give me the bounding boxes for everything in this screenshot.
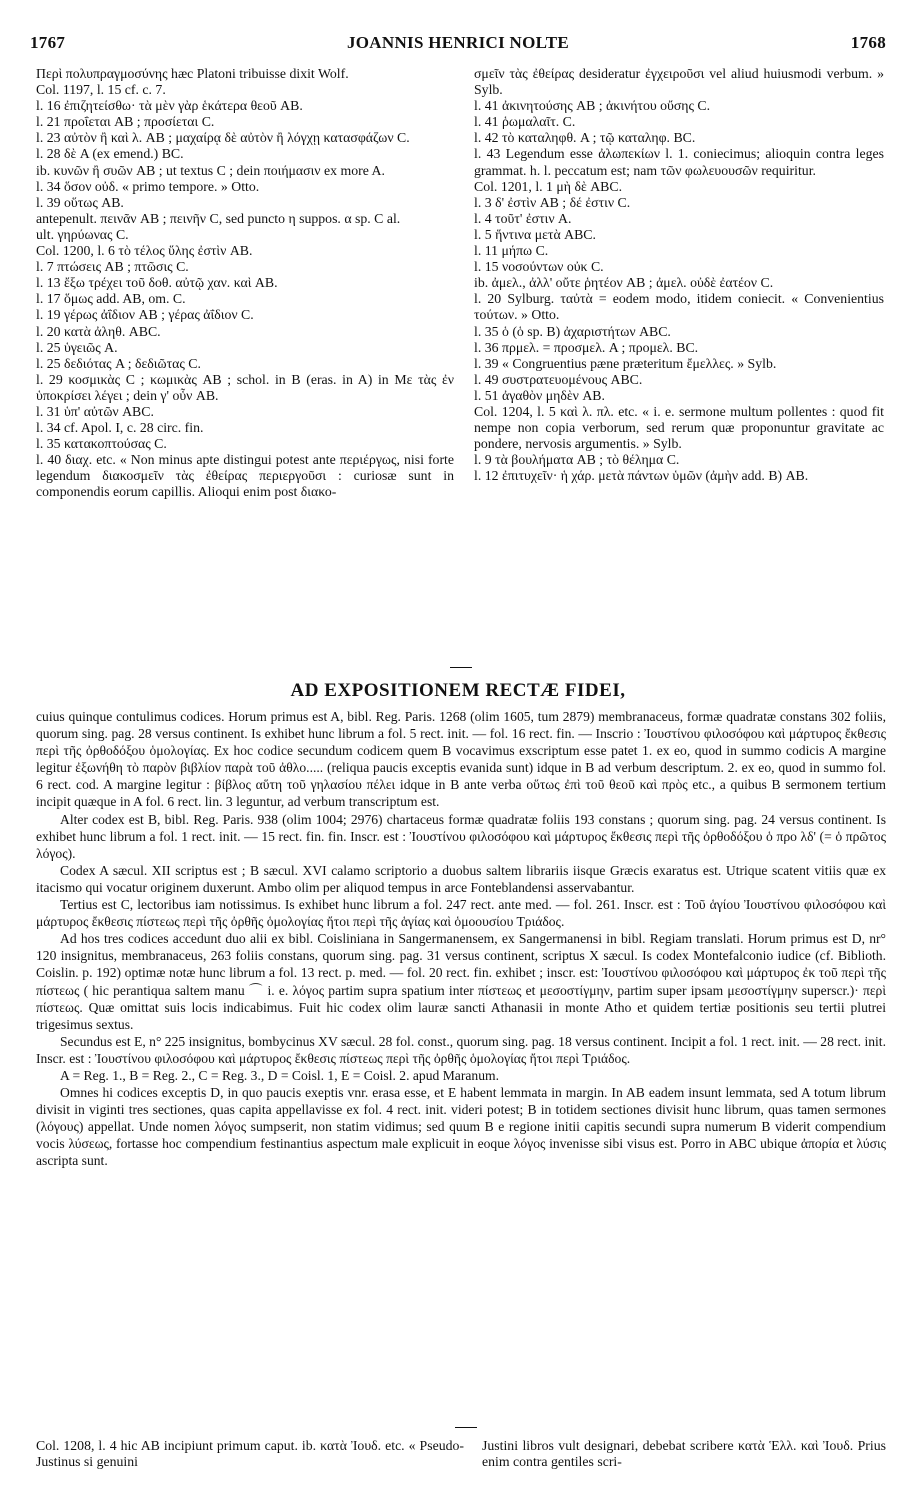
note-line: l. 7 πτώσεις AB ; πτῶσις C. — [36, 259, 189, 275]
note-line: l. 21 προΐεται AB ; προσίεται C. — [36, 114, 215, 130]
note-line: l. 41 ῥωμαλαῖτ. C. — [474, 114, 576, 130]
note-line: l. 39 « Congruentius pæne præteritum ἔμελλες. » Sylb. — [474, 355, 777, 371]
note-line: σμεῖν τὰς ἐθείρας desideratur ἐγχειροῦσι vel aliud huiusmodi verbum. » Sylb. — [474, 66, 884, 98]
running-title: JOANNIS HENRICI NOLTE — [346, 33, 569, 52]
body-paragraph: cuius quinque contulimus codices. Horum primus est A, bibl. Reg. Paris. 1268 (olim 1605, tum 2879) membranaceus, formæ quadratæ constans 302 foliis, quorum sing. pag. 28 versus continent. Is exhibet hunc librum a fol. 5 rect. init. — fol. 16 rect. fin. — Inscrio : Ἰουστίνου φιλοσόφου καὶ μάρτυρος ἔκθεσις περὶ τῆς ὀρθοδόξου ὁμολογίας. Ex hoc codice secundum codicem quem B vocavimus exscriptum esse patet 1. ex eo, quod in summo codicis A margine legitur ἐξωνήθη τὸ παρὸν βιβλίον παρὰ τοῦ ἀθλο..... (reliqua paucis exceptis evanida sunt) idque in B ad verbum descriptum. 2. ex eo, quod in summo fol. 6 rect. cod. A margine legitur : βίβλος αὕτη τοῦ γηλασίου πέλει idque in B ante verba οὕτως ἐπὶ τοῦ θεοῦ καὶ πρὸς etc., a quibus B sermonem tertium incipit quæque in A fol. 6 rect. lin. 3 leguntur, ad verbum transcriptum est. — [36, 709, 886, 810]
body-paragraph: Ad hos tres codices accedunt duo alii ex bibl. Coisliniana in Sangermanensem, ex Sangermanensi in bibl. Regiam translati. Horum primus est D, nr° 120 insignitus, membranaceus, 263 foliis constans, quorum sing. pag. 31 versus continent, scriptus X sæcul. Is codex Montefalconio iudice (cf. Biblioth. Coislin. p. 192) optimæ notæ hunc librum a fol. 13 rect. p. med. — fol. 20 rect. fin. exhibet ; inscr. est: Ἰουστίνου φιλοσόφου καὶ μάρτυρος ἐκ τοῦ περὶ τῆς πίστεως ( hic perantiqua saltem manu ⌒ i. e. λόγος partim supra spatium inter πίστεως et μεσοστίγμην, partim super ipsam μεσοστίγμην superscr.)· περὶ πίστεως. Quæ omittat suis locis indicabimus. Fuit hic codex olim lauræ sancti Athanasii in monte Atho et quidem tertiæ positionis seu tertii plutrei trigesimus sextus. — [36, 931, 886, 1032]
note-line: l. 16 ἐπιζητείσθω· τὰ μὲν γὰρ ἑκάτερα θεοῦ AB. — [36, 98, 303, 114]
footnote-column-left — [36, 1438, 464, 1470]
footnote-column-right — [482, 1438, 886, 1470]
body-paragraph: A = Reg. 1., B = Reg. 2., C = Reg. 3., D = Coisl. 1, E = Coisl. 2. apud Maranum. — [60, 1067, 499, 1083]
note-line: l. 19 γέρως ἀΐδιον AB ; γέρας ἀΐδιον C. — [36, 307, 254, 323]
note-line: l. 29 κοσμικὰς C ; κωμικὰς AB ; schol. in B (eras. in A) in Με τὰς ἐν ὑποκρίσει λέγει ; dein γ' οὖν AB. — [36, 371, 454, 403]
note-line: l. 40 διαχ. etc. « Non minus apte distingui potest ante περιέργως, nisi forte legendum διακοσμεῖν τὰς ἐθείρας περιεργοῦσι : curiosæ sunt in componendis eorum capillis. Alioqui enim post διακο- — [36, 452, 454, 500]
note-line: ult. γηρύωνας C. — [36, 226, 129, 242]
note-line: l. 39 οὕτως AB. — [36, 194, 124, 210]
note-line: l. 15 νοσούντων οὐκ C. — [474, 259, 604, 275]
body-paragraph: Tertius est C, lectoribus iam notissimus. Is exhibet hunc librum a fol. 247 rect. ante med. — fol. 261. Inscr. est : Τοῦ ἁγίου Ἰουστίνου φιλοσόφου καὶ μάρτυρος ἔκθεσις πίστεως περὶ τῆς ὀρθῆς ὁμολογίας ἤτοι περὶ τῆς ἁγίας καὶ ὁμοουσίου Τριάδος. — [36, 897, 886, 930]
note-line: l. 42 τὸ καταληφθ. A ; τῷ καταληφ. BC. — [474, 130, 696, 146]
running-head — [30, 33, 886, 57]
note-line: l. 34 ὅσον οὐδ. « primo tempore. » Otto. — [36, 178, 260, 194]
note-line: Col. 1201, l. 1 μὴ δὲ ABC. — [474, 178, 623, 194]
note-line: l. 4 τοῦτ' ἐστιν A. — [474, 210, 572, 226]
notes-column-left — [36, 66, 454, 501]
footnote-divider — [455, 1427, 477, 1428]
footnote-text: Col. 1208, l. 4 hic AB incipiunt primum caput. ib. κατὰ Ἰουδ. etc. « Pseudo-Justinus si genuini — [36, 1438, 464, 1470]
note-line: l. 51 ἀγαθὸν μηδὲν AB. — [474, 387, 605, 403]
note-line: Col. 1197, l. 15 cf. c. 7. — [36, 82, 166, 98]
note-line: l. 34 cf. Apol. I, c. 28 circ. fin. — [36, 420, 204, 436]
note-line: l. 13 ἔξω τρέχει τοῦ δοθ. αὐτῷ χαν. καὶ AB. — [36, 275, 278, 291]
note-line: l. 12 ἐπιτυχεῖν· ἡ χάρ. μετὰ πάντων ὑμῶν (ἀμὴν add. B) AB. — [474, 468, 809, 484]
note-line: l. 20 Sylburg. ταὐτὰ = eodem modo, itidem coniecit. « Convenientius τούτων. » Otto. — [474, 291, 884, 323]
note-line: l. 20 κατὰ ἀληθ. ABC. — [36, 323, 161, 339]
note-line: ib. ἀμελ., ἀλλ' οὔτε ῥητέον AB ; ἀμελ. οὐδὲ ἐατέον C. — [474, 275, 774, 291]
note-line: l. 5 ἥντινα μετὰ ABC. — [474, 226, 596, 242]
note-line: ib. κυνῶν ἢ συῶν AB ; ut textus C ; dein ποιήμασιν ex more A. — [36, 162, 385, 178]
note-line: l. 3 δ' ἐστὶν AB ; δέ ἐστιν C. — [474, 194, 631, 210]
note-line: l. 36 πρμελ. = προσμελ. A ; προμελ. BC. — [474, 339, 699, 355]
note-line: l. 23 αὐτὸν ἢ καὶ λ. AB ; μαχαίρᾳ δὲ αὐτὸν ἢ λόγχῃ κατασφάζων C. — [36, 130, 410, 146]
note-line: l. 28 δὲ A (ex emend.) BC. — [36, 146, 184, 162]
note-line: l. 31 ὑπ' αὐτῶν ABC. — [36, 403, 154, 419]
note-line: l. 49 συστρατευομένους ABC. — [474, 371, 643, 387]
note-line: l. 43 Legendum esse ἀλωπεκίων l. 1. coniecimus; alioquin contra leges grammat. h. l. peccatum est; nam τῶν φωλευουσῶν requiritur. — [474, 146, 884, 178]
page-number-right: 1768 — [850, 33, 886, 52]
note-line: l. 25 δεδιότας A ; δεδιῶτας C. — [36, 355, 201, 371]
body-paragraph: Codex A sæcul. XII scriptus est ; B sæcul. XVI calamo scriptorio a duobus saltem librariis iisque Græcis exaratus est. Utrique scatent vitiis quæ ex itacismo qui vocatur originem duxerunt. Ambo olim per aliquod tempus in arce Fonteblandensi asservabantur. — [36, 862, 886, 895]
section-divider — [450, 667, 472, 668]
note-line: Περὶ πολυπραγμοσύνης hæc Platoni tribuisse dixit Wolf. — [36, 66, 349, 81]
footnote-text: Justini libros vult designari, debebat scribere κατὰ Ἑλλ. καὶ Ἰουδ. Prius enim contra gentiles scri- — [482, 1438, 886, 1470]
body-paragraph: Alter codex est B, bibl. Reg. Paris. 938 (olim 1004; 2976) chartaceus formæ quadratæ foliis 193 constans ; quorum sing. pag. 24 versus continent. Is exhibet hunc librum a fol. 1 rect. init. — 15 rect. fin. fin. Inscr. est : Ἰουστίνου φιλοσόφου καὶ μάρτυρος ἔκθεσις περὶ τῆς ὀρθοδόξου ὁ προ λδ' (= ὁ πρῶτος λόγος). — [36, 811, 886, 861]
note-line: l. 25 ὑγειῶς A. — [36, 339, 118, 355]
section-title: AD EXPOSITIONEM RECTÆ FIDEI, — [290, 680, 626, 701]
note-line: l. 41 ἀκινητούσης AB ; ἀκινήτου οὔσης C. — [474, 98, 711, 114]
note-line: l. 11 μήπω C. — [474, 243, 549, 259]
note-line: l. 17 ὅμως add. AB, om. C. — [36, 291, 186, 307]
note-line: l. 35 ὁ (ὁ sp. B) ἀχαριστήτων ABC. — [474, 323, 671, 339]
note-line: Col. 1204, l. 5 καὶ λ. πλ. etc. « i. e. sermone multum pollentes : quod fit nempe non copia verborum, sed rerum quæ proponuntur gravitate ac pondere, nervosis argumentis. » Sylb. — [474, 403, 884, 452]
body-paragraph: Omnes hi codices exceptis D, in quo paucis exeptis vnr. erasa esse, et E habent lemmata in margin. In AB eadem insunt lemmata, sed A totum librum divisit in viginti tres sectiones, quas capita appellavisse ex fol. 4 rect. init. videri potest; B in totidem sectiones divisit hunc librum, quas tamen sermones (λόγους) appellat. Unde nomen λόγος sumpserit, non statim vidimus; sed quum B e regione initii capitis secundi supra numerum B viderit compendium vocis λύσεως, fortasse hoc compendium festinantius aspectum male explicuit in eoque λόγος invenisse sibi visus est. Porro in ABC ubique ἀπορία et λύσις ascripta sunt. — [36, 1085, 886, 1169]
note-line: Col. 1200, l. 6 τὸ τέλος ὕλης ἐστὶν AB. — [36, 243, 253, 259]
notes-column-right — [474, 66, 884, 484]
page-number-left: 1767 — [30, 33, 66, 52]
note-line: antepenult. πεινᾶν AB ; πεινῆν C, sed puncto η suppos. α sp. C al. — [36, 210, 401, 226]
section-body — [36, 708, 886, 1170]
note-line: l. 35 κατακοπτούσας C. — [36, 436, 167, 452]
note-line: l. 9 τὰ βουλήματα AB ; τὸ θέλημα C. — [474, 452, 680, 468]
body-paragraph: Secundus est E, n° 225 insignitus, bombycinus XV sæcul. 28 fol. const., quorum sing. pag. 18 versus continent. Incipit a fol. 1 rect. init. — 28 rect. init. Inscr. est : Ἰουστίνου φιλοσόφου καὶ μάρτυρος ἔκθεσις πίστεως περὶ τῆς ὀρθῆς ὁμολογίας ἤτοι περὶ Τριάδος. — [36, 1033, 886, 1066]
